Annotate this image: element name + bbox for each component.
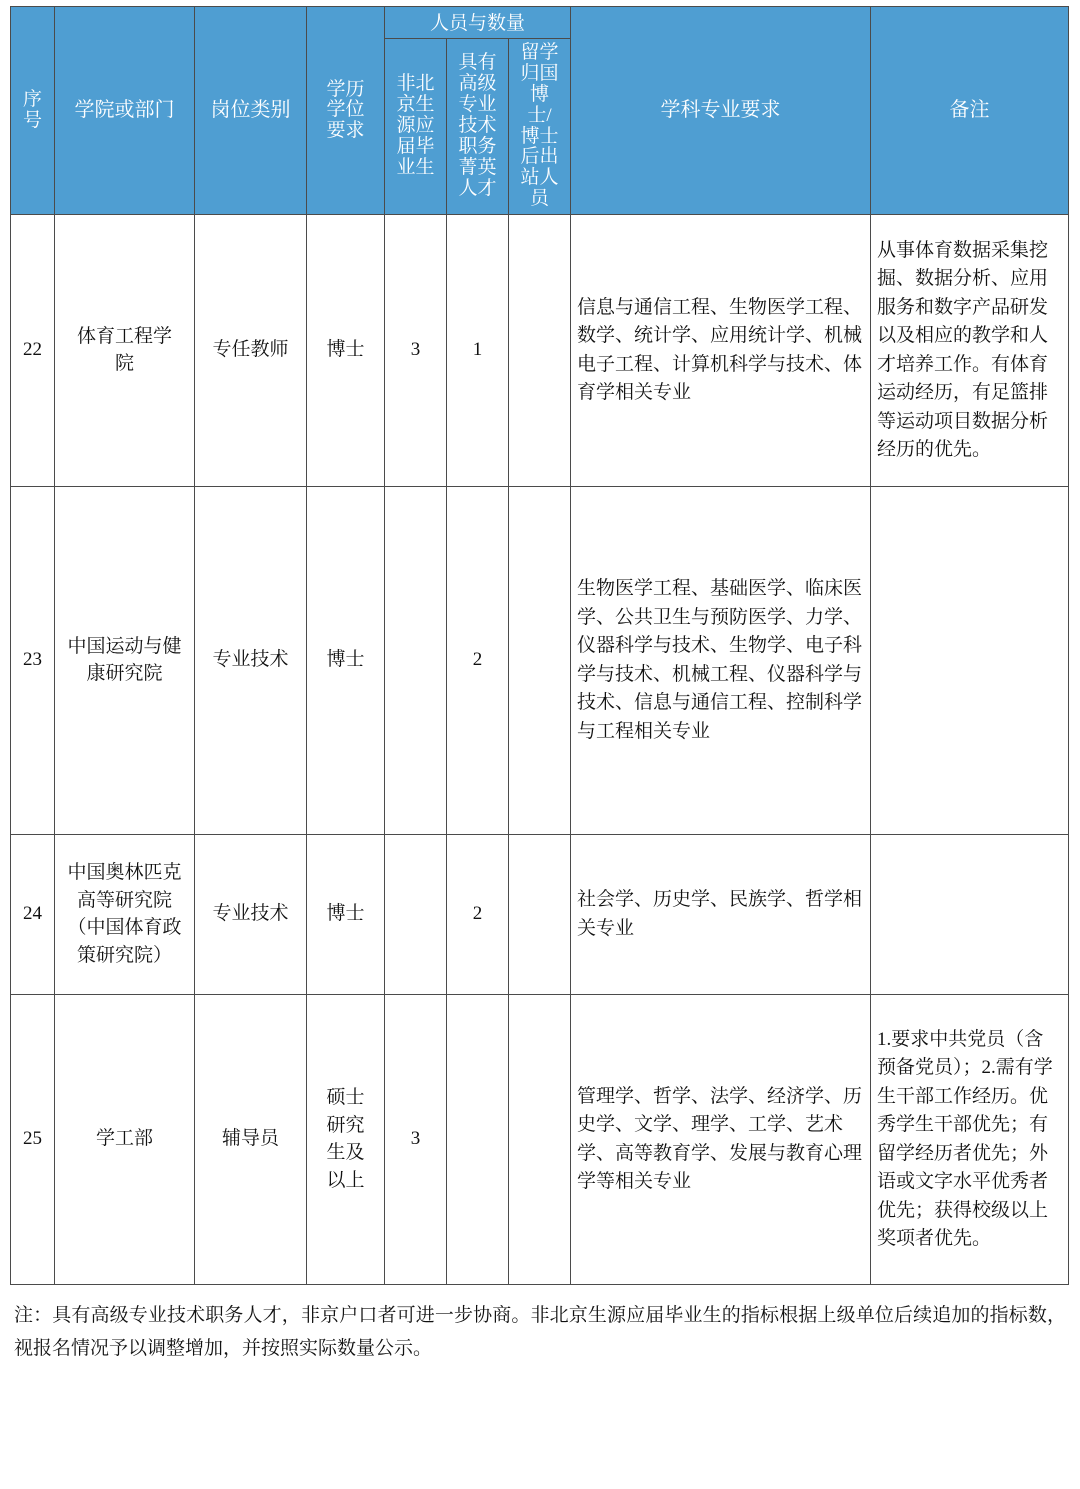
cell-fresh-count: 3	[385, 995, 447, 1285]
recruitment-table	[10, 6, 1069, 1285]
cell-index: 24	[11, 835, 55, 995]
cell-index: 23	[11, 487, 55, 835]
th-degree: 学历学位要求	[307, 7, 385, 215]
cell-degree: 博士	[307, 487, 385, 835]
cell-department: 中国奥林匹克高等研究院（中国体育政策研究院）	[55, 835, 195, 995]
th-post-type: 岗位类别	[195, 7, 307, 215]
th-overseas-returnees: 留学归国博士/博士后出站人员	[509, 39, 571, 215]
th-remark: 备注	[871, 7, 1069, 215]
cell-overseas-count	[509, 487, 571, 835]
cell-overseas-count	[509, 215, 571, 487]
table-row	[11, 995, 1069, 1285]
th-major-requirement: 学科专业要求	[571, 7, 871, 215]
th-index: 序号	[11, 7, 55, 215]
cell-fresh-count	[385, 835, 447, 995]
cell-degree: 硕士研究生及以上	[307, 995, 385, 1285]
footnote-text: 注：具有高级专业技术职务人才，非京户口者可进一步协商。非北京生源应届毕业生的指标根据上级单位后续追加的指标数，视报名情况予以调整增加，并按照实际数量公示。	[14, 1305, 1066, 1360]
cell-fresh-count	[385, 487, 447, 835]
cell-remark	[871, 835, 1069, 995]
cell-index: 22	[11, 215, 55, 487]
th-senior-talent: 具有高级专业技术职务菁英人才	[447, 39, 509, 215]
cell-post-type: 专任教师	[195, 215, 307, 487]
cell-senior-count: 1	[447, 215, 509, 487]
th-people-count-group: 人员与数量	[385, 7, 571, 39]
table-footnote	[10, 1299, 1070, 1366]
cell-senior-count: 2	[447, 835, 509, 995]
cell-overseas-count	[509, 995, 571, 1285]
cell-overseas-count	[509, 835, 571, 995]
cell-major: 社会学、历史学、民族学、哲学相关专业	[571, 835, 871, 995]
cell-department: 中国运动与健康研究院	[55, 487, 195, 835]
table-row	[11, 835, 1069, 995]
cell-fresh-count: 3	[385, 215, 447, 487]
cell-remark: 从事体育数据采集挖掘、数据分析、应用服务和数字产品研发以及相应的教学和人才培养工作。有体育运动经历，有足篮排等运动项目数据分析经历的优先。	[871, 215, 1069, 487]
table-body	[11, 215, 1069, 1285]
cell-post-type: 辅导员	[195, 995, 307, 1285]
th-department: 学院或部门	[55, 7, 195, 215]
cell-senior-count: 2	[447, 487, 509, 835]
cell-remark: 1.要求中共党员（含预备党员）；2.需有学生干部工作经历。优秀学生干部优先；有留学经历者优先；外语或文字水平优秀者优先；获得校级以上奖项者优先。	[871, 995, 1069, 1285]
cell-department: 体育工程学院	[55, 215, 195, 487]
cell-major: 管理学、哲学、法学、经济学、历史学、文学、理学、工学、艺术学、高等教育学、发展与教育心理学等相关专业	[571, 995, 871, 1285]
cell-major: 生物医学工程、基础医学、临床医学、公共卫生与预防医学、力学、仪器科学与技术、生物学、电子科学与技术、机械工程、仪器科学与技术、信息与通信工程、控制科学与工程相关专业	[571, 487, 871, 835]
cell-major: 信息与通信工程、生物医学工程、数学、统计学、应用统计学、机械电子工程、计算机科学与技术、体育学相关专业	[571, 215, 871, 487]
cell-post-type: 专业技术	[195, 487, 307, 835]
cell-post-type: 专业技术	[195, 835, 307, 995]
table-row	[11, 215, 1069, 487]
cell-senior-count	[447, 995, 509, 1285]
cell-remark	[871, 487, 1069, 835]
cell-index: 25	[11, 995, 55, 1285]
cell-degree: 博士	[307, 215, 385, 487]
cell-department: 学工部	[55, 995, 195, 1285]
table-header	[11, 7, 1069, 215]
th-fresh-graduates: 非北京生源应届毕业生	[385, 39, 447, 215]
table-row	[11, 487, 1069, 835]
cell-degree: 博士	[307, 835, 385, 995]
header-group-row	[11, 7, 1069, 39]
